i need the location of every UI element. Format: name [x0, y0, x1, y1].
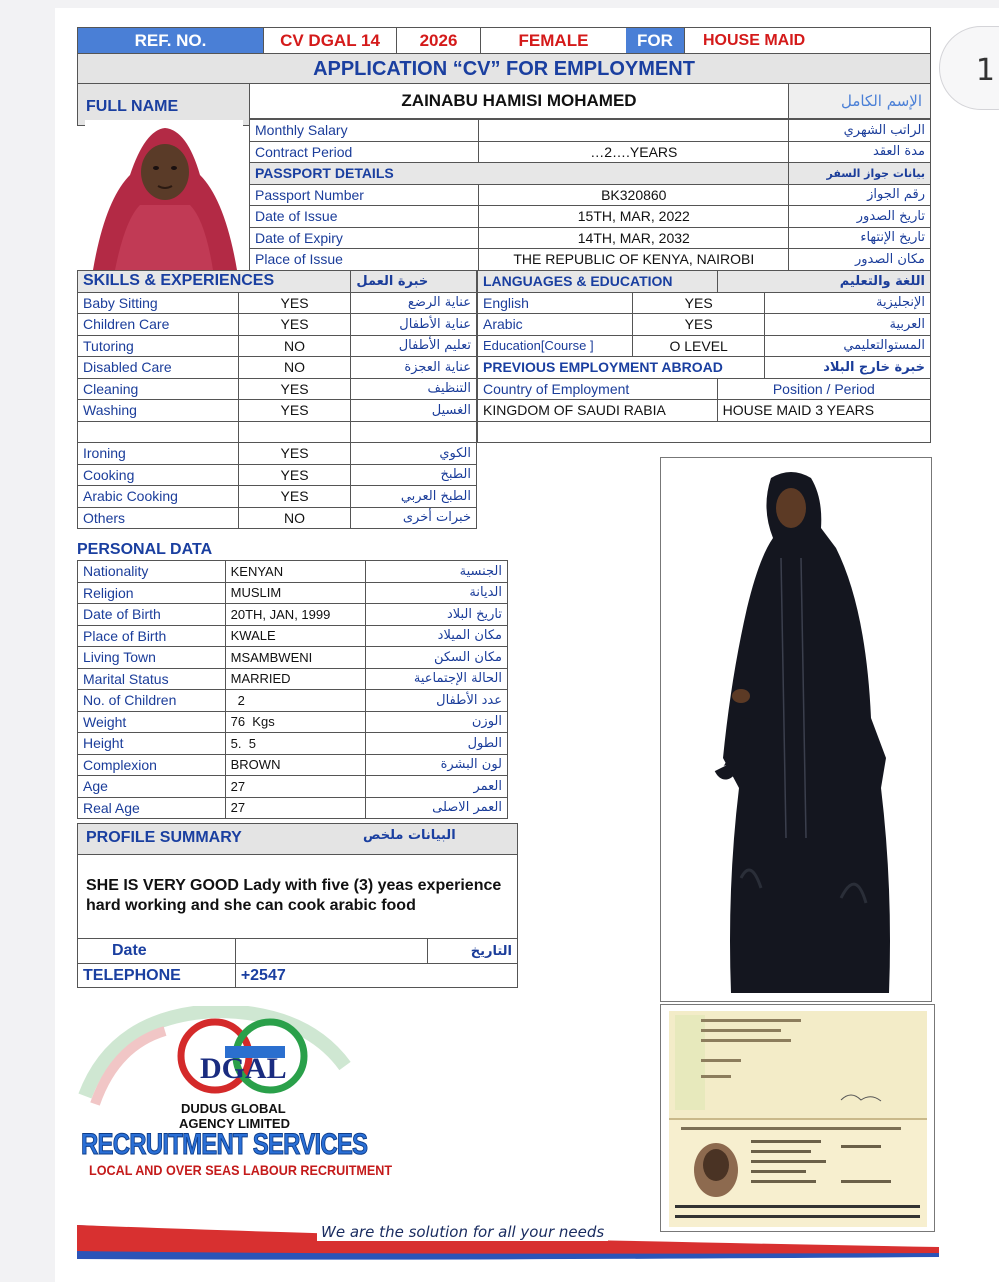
- personal-label: Marital Status: [78, 668, 226, 690]
- empty-cell: [238, 421, 351, 443]
- portrait-illustration: [85, 120, 243, 270]
- full-name-ar: الإسم الكامل: [789, 84, 931, 119]
- full-body-photo: [660, 457, 932, 1002]
- table-row: [78, 486, 477, 508]
- table-row: [250, 206, 931, 228]
- language-ar: العربية: [765, 314, 931, 336]
- skill-label: Others: [78, 507, 239, 529]
- contract-period-value: …2….YEARS: [479, 141, 789, 163]
- table-row: [78, 733, 508, 755]
- skill-ar: الطبخ: [351, 464, 477, 486]
- passport-heading: PASSPORT DETAILS: [250, 163, 789, 185]
- skill-value: YES: [238, 443, 351, 465]
- personal-value: 76 Kgs: [225, 711, 366, 733]
- skill-ar: عناية العجزة: [351, 357, 477, 379]
- table-row: [478, 378, 931, 400]
- personal-value: 27: [225, 776, 366, 798]
- abroad-heading: PREVIOUS EMPLOYMENT ABROAD: [478, 357, 765, 379]
- skill-ar: الكوي: [351, 443, 477, 465]
- language-ar: الإنجليزية: [765, 292, 931, 314]
- personal-label: Religion: [78, 582, 226, 604]
- skill-label: Washing: [78, 400, 239, 422]
- table-row: [478, 335, 931, 357]
- salary-value: [479, 120, 789, 142]
- issue-date-ar: تاريخ الصدور: [789, 206, 931, 228]
- full-body-illustration: [661, 458, 931, 1001]
- table-row: [250, 227, 931, 249]
- skill-ar: الغسيل: [351, 400, 477, 422]
- cv-document: [55, 8, 999, 1282]
- language-label: Arabic: [478, 314, 633, 336]
- contact-table: [77, 938, 518, 988]
- table-row: [78, 357, 477, 379]
- skill-label: Children Care: [78, 314, 239, 336]
- date-ar: التاريخ: [428, 939, 518, 964]
- personal-table: [77, 560, 508, 819]
- personal-ar: الطول: [366, 733, 508, 755]
- personal-ar: مكان الميلاد: [366, 625, 508, 647]
- skill-label: Cooking: [78, 464, 239, 486]
- table-row: [78, 400, 477, 422]
- skill-value: YES: [238, 486, 351, 508]
- table-row: [78, 964, 518, 988]
- ref-year: 2026: [396, 28, 480, 53]
- profile-heading-ar: البيانات ملخص: [363, 828, 456, 843]
- tagline: We are the solution for all your needs: [317, 1223, 608, 1241]
- profile-heading: PROFILE SUMMARY: [86, 829, 242, 846]
- passport-heading-ar: بيانات جواز السفر: [789, 163, 931, 185]
- logo-graphic: [75, 1006, 475, 1106]
- skill-ar: الطبخ العربي: [351, 486, 477, 508]
- ref-code: CV DGAL 14: [263, 28, 396, 53]
- empty-cell: [78, 421, 239, 443]
- contract-period-ar: مدة العقد: [789, 141, 931, 163]
- skills-heading-ar: خبرة العمل: [351, 271, 477, 293]
- agency-name-1: DUDUS GLOBAL: [181, 1101, 286, 1116]
- salary-label: Monthly Salary: [250, 120, 479, 142]
- profile-summary-box: [77, 823, 518, 939]
- skills-table: [77, 270, 477, 529]
- expiry-date-value: 14TH, MAR, 2032: [479, 227, 789, 249]
- table-row: [78, 314, 477, 336]
- personal-ar: العمر الاصلى: [366, 797, 508, 819]
- table-row: [78, 776, 508, 798]
- contract-passport-table: [249, 119, 931, 271]
- skill-label: Tutoring: [78, 335, 239, 357]
- language-value: YES: [632, 314, 765, 336]
- table-row: [78, 582, 508, 604]
- table-row: [78, 335, 477, 357]
- table-row: [250, 184, 931, 206]
- footer-banner: [77, 1223, 939, 1263]
- logo-letters: DGAL: [200, 1052, 287, 1085]
- skill-label: Ironing: [78, 443, 239, 465]
- page-number: 1: [975, 53, 995, 88]
- personal-value: MARRIED: [225, 668, 366, 690]
- personal-value: BROWN: [225, 754, 366, 776]
- ref-label: REF. NO.: [78, 28, 263, 53]
- abroad-col-country: Country of Employment: [478, 378, 718, 400]
- personal-label: Complexion: [78, 754, 226, 776]
- personal-label: Height: [78, 733, 226, 755]
- date-label: Date: [78, 939, 236, 964]
- telephone-label: TELEPHONE: [78, 964, 236, 988]
- personal-label: Real Age: [78, 797, 226, 819]
- table-row: [78, 421, 477, 443]
- passport-number-ar: رقم الجواز: [789, 184, 931, 206]
- gender: FEMALE: [480, 28, 626, 53]
- table-row: [478, 292, 931, 314]
- abroad-heading-ar: خبرة خارج البلاد: [765, 357, 931, 379]
- personal-ar: الجنسية: [366, 561, 508, 583]
- skill-label: Disabled Care: [78, 357, 239, 379]
- for-label: FOR: [626, 28, 684, 53]
- skill-value: NO: [238, 357, 351, 379]
- salary-ar: الراتب الشهري: [789, 120, 931, 142]
- table-row: [78, 507, 477, 529]
- skill-ar: عناية الأطفال: [351, 314, 477, 336]
- table-row: [78, 464, 477, 486]
- personal-value: MSAMBWENI: [225, 647, 366, 669]
- table-row: [478, 421, 931, 443]
- personal-label: Age: [78, 776, 226, 798]
- place-of-issue-label: Place of Issue: [250, 249, 479, 271]
- table-row: [250, 163, 931, 185]
- expiry-date-ar: تاريخ الإنتهاء: [789, 227, 931, 249]
- table-row: [78, 711, 508, 733]
- personal-ar: عدد الأطفال: [366, 690, 508, 712]
- position: HOUSE MAID: [684, 28, 930, 53]
- issue-date-value: 15TH, MAR, 2022: [479, 206, 789, 228]
- languages-heading-ar: اللغة والتعليم: [717, 271, 930, 293]
- personal-value: MUSLIM: [225, 582, 366, 604]
- full-name-label: FULL NAME: [77, 84, 249, 126]
- skill-value: YES: [238, 292, 351, 314]
- personal-label: Weight: [78, 711, 226, 733]
- language-label: English: [478, 292, 633, 314]
- abroad-position: HOUSE MAID 3 YEARS: [717, 400, 930, 422]
- skill-ar: تعليم الأطفال: [351, 335, 477, 357]
- personal-ar: الحالة الإجتماعية: [366, 668, 508, 690]
- table-row: [78, 604, 508, 626]
- education-label: Education[Course ]: [478, 335, 633, 357]
- table-row: [78, 443, 477, 465]
- empty-cell: [478, 421, 931, 443]
- skill-label: Baby Sitting: [78, 292, 239, 314]
- personal-ar: تاريخ البلاد: [366, 604, 508, 626]
- empty-cell: [351, 421, 477, 443]
- skill-value: NO: [238, 335, 351, 357]
- skill-value: YES: [238, 464, 351, 486]
- personal-label: No. of Children: [78, 690, 226, 712]
- abroad-country: KINGDOM OF SAUDI RABIA: [478, 400, 718, 422]
- table-row: [78, 292, 477, 314]
- agency-logo: [75, 1006, 475, 1186]
- skills-heading: SKILLS & EXPERIENCES: [78, 271, 351, 293]
- full-name-value: ZAINABU HAMISI MOHAMED: [249, 84, 789, 119]
- document-title: APPLICATION “CV” FOR EMPLOYMENT: [77, 54, 931, 84]
- table-row: [478, 400, 931, 422]
- skill-value: NO: [238, 507, 351, 529]
- languages-table: [477, 270, 931, 443]
- skill-value: YES: [238, 378, 351, 400]
- table-row: [250, 249, 931, 271]
- profile-heading-row: [78, 824, 517, 855]
- date-value: [235, 939, 427, 964]
- table-row: [78, 647, 508, 669]
- skill-ar: خبرات أخرى: [351, 507, 477, 529]
- profile-text: SHE IS VERY GOOD Lady with five (3) yeas experience hard working and she can cook arabic food: [86, 877, 502, 914]
- contract-period-label: Contract Period: [250, 141, 479, 163]
- table-row: [250, 120, 931, 142]
- personal-value: KENYAN: [225, 561, 366, 583]
- table-row: [78, 625, 508, 647]
- table-row: [78, 378, 477, 400]
- skill-value: YES: [238, 314, 351, 336]
- passport-number-value: BK320860: [479, 184, 789, 206]
- portrait-photo: [85, 120, 243, 270]
- personal-value: KWALE: [225, 625, 366, 647]
- skill-label: Arabic Cooking: [78, 486, 239, 508]
- education-value: O LEVEL: [632, 335, 765, 357]
- abroad-col-position: Position / Period: [717, 378, 930, 400]
- table-row: [478, 357, 931, 379]
- personal-label: Living Town: [78, 647, 226, 669]
- recruitment-services: RECRUITMENT SERVICES: [81, 1128, 368, 1161]
- skill-ar: التنظيف: [351, 378, 477, 400]
- issue-date-label: Date of Issue: [250, 206, 479, 228]
- skill-value: YES: [238, 400, 351, 422]
- skill-ar: عناية الرضع: [351, 292, 477, 314]
- personal-ar: العمر: [366, 776, 508, 798]
- telephone-value: +2547: [235, 964, 517, 988]
- passport-number-label: Passport Number: [250, 184, 479, 206]
- table-row: [478, 271, 931, 293]
- expiry-date-label: Date of Expiry: [250, 227, 479, 249]
- table-row: [478, 314, 931, 336]
- place-of-issue-value: THE REPUBLIC OF KENYA, NAIROBI: [479, 249, 789, 271]
- personal-value: 27: [225, 797, 366, 819]
- language-value: YES: [632, 292, 765, 314]
- personal-ar: مكان السكن: [366, 647, 508, 669]
- education-ar: المستوالتعليمي: [765, 335, 931, 357]
- personal-label: Place of Birth: [78, 625, 226, 647]
- table-row: [78, 939, 518, 964]
- personal-label: Nationality: [78, 561, 226, 583]
- agency-name-2: AGENCY LIMITED: [179, 1116, 290, 1131]
- table-row: [78, 690, 508, 712]
- personal-value: 20TH, JAN, 1999: [225, 604, 366, 626]
- personal-ar: الوزن: [366, 711, 508, 733]
- passport-scan: [660, 1004, 935, 1232]
- table-row: [78, 754, 508, 776]
- table-row: [78, 797, 508, 819]
- table-row: [78, 561, 508, 583]
- personal-value: 2: [225, 690, 366, 712]
- ref-row: [77, 27, 931, 54]
- recruitment-subtitle: LOCAL AND OVER SEAS LABOUR RECRUITMENT: [89, 1162, 393, 1178]
- table-row: [250, 141, 931, 163]
- table-row: [78, 271, 477, 293]
- personal-value: 5. 5: [225, 733, 366, 755]
- passport-illustration: [661, 1005, 934, 1231]
- languages-heading: LANGUAGES & EDUCATION: [478, 271, 718, 293]
- personal-label: Date of Birth: [78, 604, 226, 626]
- personal-ar: لون البشرة: [366, 754, 508, 776]
- place-of-issue-ar: مكان الصدور: [789, 249, 931, 271]
- personal-ar: الديانة: [366, 582, 508, 604]
- skill-label: Cleaning: [78, 378, 239, 400]
- table-row: [78, 668, 508, 690]
- personal-heading: PERSONAL DATA: [77, 541, 213, 558]
